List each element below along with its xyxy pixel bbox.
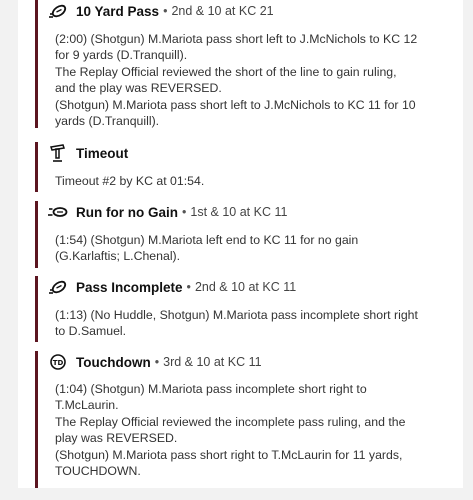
play-item[interactable] xyxy=(35,0,450,128)
play-description xyxy=(55,232,450,265)
play-header xyxy=(48,201,287,223)
description-line: Timeout #2 by KC at 01:54. xyxy=(55,174,205,188)
play-header xyxy=(48,142,128,164)
description-line: The Replay Official reviewed the short of the line to gain ruling, xyxy=(55,64,397,79)
description-line: The Replay Official reviewed the incomplete pass ruling, and the xyxy=(55,414,406,429)
separator-dot: • xyxy=(186,280,191,294)
description-line: (Shotgun) M.Mariota pass short left to J.McNichols to KC 11 for 10 xyxy=(55,97,416,112)
play-title: Pass Incomplete xyxy=(76,279,183,295)
play-item[interactable] xyxy=(35,201,450,268)
description-line: (1:04) (Shotgun) M.Mariota pass incomplete short right to xyxy=(55,382,367,396)
description-line: (1:13) (No Huddle, Shotgun) M.Mariota pass incomplete short right xyxy=(55,308,418,322)
separator-dot: • xyxy=(163,4,168,18)
scroll-gutter xyxy=(463,0,473,500)
play-accent-bar xyxy=(35,351,38,488)
play-situation: 2nd & 10 at KC 11 xyxy=(194,280,297,294)
play-accent-bar xyxy=(35,0,38,128)
football-run-icon xyxy=(48,202,68,222)
referee-whistle-icon xyxy=(48,143,68,163)
play-header xyxy=(48,0,274,22)
description-line: (1:54) (Shotgun) M.Mariota left end to KC 11 for no gain xyxy=(55,233,359,247)
separator-dot: • xyxy=(182,205,187,219)
description-line: for 9 yards (D.Tranquill). xyxy=(55,48,188,63)
description-line: (2:00) (Shotgun) M.Mariota pass short left to J.McNichols to KC 12 xyxy=(55,32,418,46)
play-accent-bar xyxy=(35,201,38,268)
play-description xyxy=(55,307,450,340)
play-header xyxy=(48,351,262,373)
description-line: (Shotgun) M.Mariota pass short right to T.McLaurin for 11 yards, xyxy=(55,447,403,462)
play-accent-bar xyxy=(35,276,38,342)
description-line: (G.Karlaftis; L.Chenal). xyxy=(55,249,181,264)
play-accent-bar xyxy=(35,142,38,192)
play-item[interactable] xyxy=(35,351,450,488)
svg-text:TD: TD xyxy=(52,359,64,367)
description-line: T.McLaurin. xyxy=(55,398,119,413)
play-situation: 3rd & 10 at KC 11 xyxy=(163,355,262,369)
play-situation: 2nd & 10 at KC 21 xyxy=(171,4,274,18)
play-item[interactable] xyxy=(35,276,450,342)
play-title: Run for no Gain xyxy=(76,204,178,220)
play-description xyxy=(55,31,450,129)
separator-dot: • xyxy=(154,355,160,369)
play-description xyxy=(55,381,450,479)
football-pass-icon xyxy=(48,1,68,21)
description-line: TOUCHDOWN. xyxy=(55,464,141,479)
bottom-gutter xyxy=(0,488,473,500)
touchdown-icon xyxy=(48,352,68,372)
play-by-play-card xyxy=(18,0,463,488)
description-line: and the play was REVERSED. xyxy=(55,81,222,96)
description-line: play was REVERSED. xyxy=(55,431,178,446)
play-header xyxy=(48,276,296,298)
play-title: Touchdown xyxy=(76,354,151,370)
football-pass-icon xyxy=(48,277,68,297)
play-description xyxy=(55,173,450,189)
play-title: Timeout xyxy=(76,145,129,161)
play-situation: 1st & 10 at KC 11 xyxy=(190,205,288,219)
description-line: to D.Samuel. xyxy=(55,324,127,339)
description-line: yards (D.Tranquill). xyxy=(55,114,160,129)
play-title: 10 Yard Pass xyxy=(76,3,160,19)
play-item[interactable] xyxy=(35,142,450,192)
